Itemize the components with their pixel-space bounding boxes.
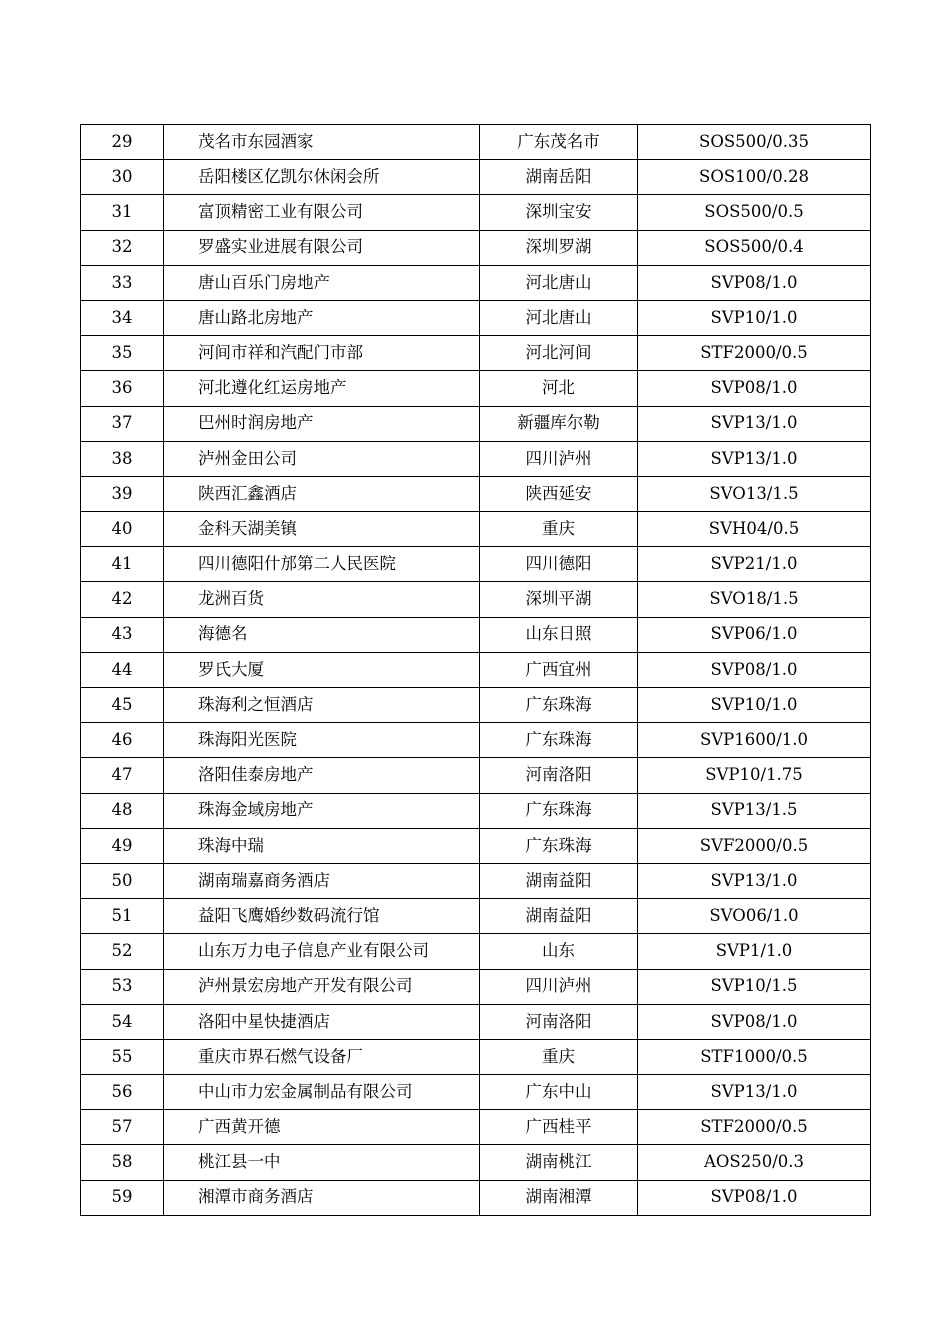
region-cell: 广东茂名市: [480, 125, 638, 160]
table-row: [81, 934, 871, 969]
row-number-cell: 53: [81, 969, 164, 1004]
table-row: [81, 969, 871, 1004]
model-spec-cell: SVP06/1.0: [638, 617, 871, 652]
table-row: [81, 476, 871, 511]
row-number-cell: 42: [81, 582, 164, 617]
region-cell: 湖南湘潭: [480, 1180, 638, 1215]
model-spec-cell: SVP13/1.0: [638, 863, 871, 898]
region-cell: 新疆库尔勒: [480, 406, 638, 441]
row-number-cell: 44: [81, 652, 164, 687]
table-row: [81, 723, 871, 758]
model-spec-cell: SOS500/0.5: [638, 195, 871, 230]
region-cell: 广东珠海: [480, 793, 638, 828]
table-row: [81, 195, 871, 230]
table-row: [81, 300, 871, 335]
table-row: [81, 230, 871, 265]
table-row: [81, 652, 871, 687]
model-spec-cell: SVP21/1.0: [638, 547, 871, 582]
row-number-cell: 59: [81, 1180, 164, 1215]
row-number-cell: 35: [81, 336, 164, 371]
company-name-cell: 洛阳中星快捷酒店: [164, 1004, 480, 1039]
table-row: [81, 512, 871, 547]
model-spec-cell: SVP1600/1.0: [638, 723, 871, 758]
model-spec-cell: SVF2000/0.5: [638, 828, 871, 863]
row-number-cell: 29: [81, 125, 164, 160]
model-spec-cell: SVP13/1.5: [638, 793, 871, 828]
row-number-cell: 33: [81, 265, 164, 300]
company-name-cell: 泸州景宏房地产开发有限公司: [164, 969, 480, 1004]
table-row: [81, 1145, 871, 1180]
row-number-cell: 48: [81, 793, 164, 828]
region-cell: 湖南益阳: [480, 863, 638, 898]
company-name-cell: 中山市力宏金属制品有限公司: [164, 1075, 480, 1110]
table-row: [81, 1039, 871, 1074]
region-cell: 深圳罗湖: [480, 230, 638, 265]
model-spec-cell: SVP08/1.0: [638, 652, 871, 687]
table-row: [81, 336, 871, 371]
model-spec-cell: SVP10/1.75: [638, 758, 871, 793]
company-name-cell: 岳阳楼区亿凯尔休闲会所: [164, 160, 480, 195]
region-cell: 四川德阳: [480, 547, 638, 582]
region-cell: 广西宜州: [480, 652, 638, 687]
row-number-cell: 46: [81, 723, 164, 758]
model-spec-cell: SVP08/1.0: [638, 1180, 871, 1215]
table-row: [81, 828, 871, 863]
model-spec-cell: SVP13/1.0: [638, 1075, 871, 1110]
row-number-cell: 47: [81, 758, 164, 793]
region-cell: 河北: [480, 371, 638, 406]
region-cell: 深圳宝安: [480, 195, 638, 230]
region-cell: 深圳平湖: [480, 582, 638, 617]
table-row: [81, 863, 871, 898]
company-name-cell: 珠海金域房地产: [164, 793, 480, 828]
company-name-cell: 珠海阳光医院: [164, 723, 480, 758]
table-row: [81, 758, 871, 793]
region-cell: 山东: [480, 934, 638, 969]
company-name-cell: 珠海中瑞: [164, 828, 480, 863]
company-name-cell: 泸州金田公司: [164, 441, 480, 476]
row-number-cell: 39: [81, 476, 164, 511]
company-name-cell: 龙洲百货: [164, 582, 480, 617]
table-row: [81, 547, 871, 582]
row-number-cell: 57: [81, 1110, 164, 1145]
table-row: [81, 1180, 871, 1215]
region-cell: 湖南岳阳: [480, 160, 638, 195]
row-number-cell: 31: [81, 195, 164, 230]
company-name-cell: 茂名市东园酒家: [164, 125, 480, 160]
table-row: [81, 688, 871, 723]
company-name-cell: 洛阳佳泰房地产: [164, 758, 480, 793]
company-name-cell: 罗盛实业进展有限公司: [164, 230, 480, 265]
table-row: [81, 1075, 871, 1110]
company-name-cell: 珠海利之恒酒店: [164, 688, 480, 723]
company-name-cell: 富顶精密工业有限公司: [164, 195, 480, 230]
region-cell: 重庆: [480, 1039, 638, 1074]
company-name-cell: 唐山百乐门房地产: [164, 265, 480, 300]
row-number-cell: 51: [81, 899, 164, 934]
company-name-cell: 重庆市界石燃气设备厂: [164, 1039, 480, 1074]
region-cell: 陕西延安: [480, 476, 638, 511]
company-name-cell: 唐山路北房地产: [164, 300, 480, 335]
model-spec-cell: SOS100/0.28: [638, 160, 871, 195]
model-spec-cell: STF2000/0.5: [638, 336, 871, 371]
model-spec-cell: SVP13/1.0: [638, 406, 871, 441]
region-cell: 湖南桃江: [480, 1145, 638, 1180]
row-number-cell: 30: [81, 160, 164, 195]
model-spec-cell: SVO18/1.5: [638, 582, 871, 617]
row-number-cell: 43: [81, 617, 164, 652]
row-number-cell: 49: [81, 828, 164, 863]
row-number-cell: 54: [81, 1004, 164, 1039]
model-spec-cell: SVP10/1.5: [638, 969, 871, 1004]
region-cell: 广东珠海: [480, 688, 638, 723]
model-spec-cell: SVP10/1.0: [638, 300, 871, 335]
region-cell: 广东珠海: [480, 828, 638, 863]
region-cell: 四川泸州: [480, 969, 638, 1004]
company-name-cell: 桃江县一中: [164, 1145, 480, 1180]
table-row: [81, 406, 871, 441]
region-cell: 河北河间: [480, 336, 638, 371]
company-name-cell: 巴州时润房地产: [164, 406, 480, 441]
model-spec-cell: STF1000/0.5: [638, 1039, 871, 1074]
company-name-cell: 湘潭市商务酒店: [164, 1180, 480, 1215]
model-spec-cell: SVH04/0.5: [638, 512, 871, 547]
customer-table-body: [81, 125, 871, 1216]
model-spec-cell: SVP10/1.0: [638, 688, 871, 723]
region-cell: 四川泸州: [480, 441, 638, 476]
row-number-cell: 50: [81, 863, 164, 898]
company-name-cell: 河北遵化红运房地产: [164, 371, 480, 406]
company-name-cell: 湖南瑞嘉商务酒店: [164, 863, 480, 898]
customer-table: [80, 124, 871, 1216]
model-spec-cell: SVP13/1.0: [638, 441, 871, 476]
row-number-cell: 58: [81, 1145, 164, 1180]
company-name-cell: 河间市祥和汽配门市部: [164, 336, 480, 371]
table-row: [81, 441, 871, 476]
company-name-cell: 广西黄开德: [164, 1110, 480, 1145]
table-row: [81, 160, 871, 195]
company-name-cell: 陕西汇鑫酒店: [164, 476, 480, 511]
row-number-cell: 38: [81, 441, 164, 476]
model-spec-cell: SVO13/1.5: [638, 476, 871, 511]
region-cell: 广西桂平: [480, 1110, 638, 1145]
row-number-cell: 45: [81, 688, 164, 723]
row-number-cell: 36: [81, 371, 164, 406]
row-number-cell: 52: [81, 934, 164, 969]
table-row: [81, 899, 871, 934]
region-cell: 河北唐山: [480, 265, 638, 300]
table-row: [81, 582, 871, 617]
region-cell: 河北唐山: [480, 300, 638, 335]
region-cell: 山东日照: [480, 617, 638, 652]
model-spec-cell: SOS500/0.4: [638, 230, 871, 265]
region-cell: 湖南益阳: [480, 899, 638, 934]
company-name-cell: 四川德阳什邡第二人民医院: [164, 547, 480, 582]
model-spec-cell: SVP08/1.0: [638, 265, 871, 300]
row-number-cell: 32: [81, 230, 164, 265]
model-spec-cell: SVP08/1.0: [638, 371, 871, 406]
row-number-cell: 40: [81, 512, 164, 547]
model-spec-cell: SVO06/1.0: [638, 899, 871, 934]
table-row: [81, 1110, 871, 1145]
table-row: [81, 371, 871, 406]
row-number-cell: 37: [81, 406, 164, 441]
table-row: [81, 793, 871, 828]
model-spec-cell: SVP08/1.0: [638, 1004, 871, 1039]
table-row: [81, 265, 871, 300]
row-number-cell: 41: [81, 547, 164, 582]
row-number-cell: 56: [81, 1075, 164, 1110]
model-spec-cell: STF2000/0.5: [638, 1110, 871, 1145]
table-row: [81, 1004, 871, 1039]
row-number-cell: 34: [81, 300, 164, 335]
company-name-cell: 金科天湖美镇: [164, 512, 480, 547]
company-name-cell: 海德名: [164, 617, 480, 652]
row-number-cell: 55: [81, 1039, 164, 1074]
region-cell: 河南洛阳: [480, 1004, 638, 1039]
company-name-cell: 益阳飞鹰婚纱数码流行馆: [164, 899, 480, 934]
model-spec-cell: AOS250/0.3: [638, 1145, 871, 1180]
model-spec-cell: SVP1/1.0: [638, 934, 871, 969]
table-row: [81, 617, 871, 652]
region-cell: 广东珠海: [480, 723, 638, 758]
region-cell: 河南洛阳: [480, 758, 638, 793]
region-cell: 重庆: [480, 512, 638, 547]
company-name-cell: 罗氏大厦: [164, 652, 480, 687]
region-cell: 广东中山: [480, 1075, 638, 1110]
table-row: [81, 125, 871, 160]
model-spec-cell: SOS500/0.35: [638, 125, 871, 160]
company-name-cell: 山东万力电子信息产业有限公司: [164, 934, 480, 969]
